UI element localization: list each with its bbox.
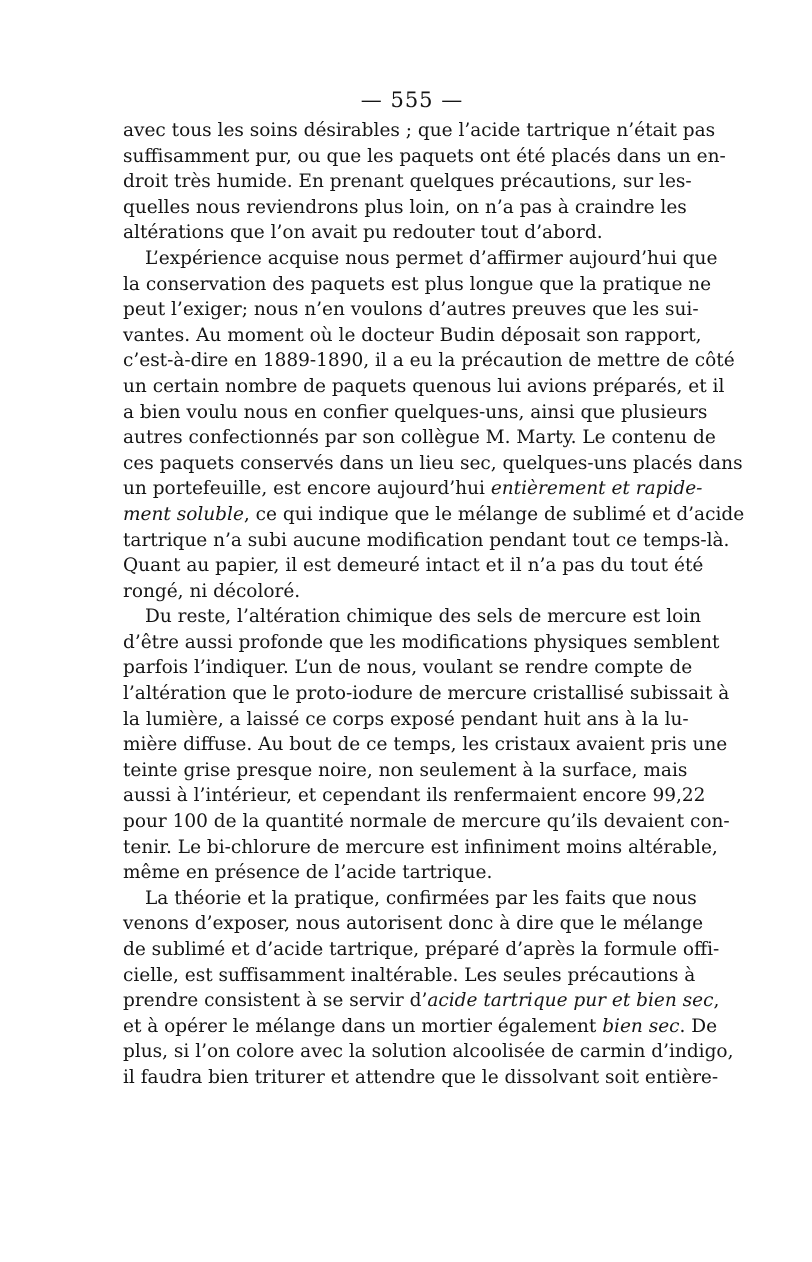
text-line — [123, 374, 725, 400]
text-line — [123, 400, 708, 426]
text-run: quelles nous reviendrons plus loin, on n’a pas à craindre les — [123, 196, 687, 218]
text-run: la conservation des paquets est plus longue que la pratique ne — [123, 273, 712, 295]
text-run: a bien voulu nous en confier quelques-uns, ainsi que plusieurs — [123, 401, 708, 423]
text-line — [123, 707, 689, 733]
text-run: , ce qui indique que le mélange de sublimé et d’acide — [243, 503, 745, 525]
text-line — [123, 144, 726, 170]
text-run: tartrique n’a subi aucune modification pendant tout ce temps-là. — [123, 529, 730, 551]
text-run: tenir. Le bi-chlorure de mercure est infiniment moins altérable, — [123, 836, 718, 858]
text-line — [123, 655, 693, 681]
text-run: altérations que l’on avait pu redouter tout d’abord. — [123, 222, 603, 244]
text-run: et à opérer le mélange dans un mortier également — [123, 1015, 603, 1037]
text-line — [123, 1065, 719, 1091]
text-run: de sublimé et d’acide tartrique, préparé d’après la formule offi- — [123, 939, 720, 960]
text-line — [123, 732, 728, 758]
text-run: L’expérience acquise nous permet d’affirmer aujourd’hui que — [145, 247, 718, 269]
text-run: c’est-à-dire en 1889-1890, il a eu la précaution de mettre de côté — [123, 350, 735, 372]
text-line — [123, 246, 718, 272]
text-run: autres confectionnés par son collègue M. Marty. Le contenu de — [123, 427, 716, 449]
text-run: suffisamment pur, ou que les paquets ont été placés dans un en- — [123, 145, 726, 167]
text-line — [123, 220, 676, 246]
text-line — [123, 502, 745, 528]
text-line — [123, 297, 699, 323]
text-line — [123, 1014, 718, 1040]
text-run: , — [713, 990, 720, 1012]
text-line — [123, 911, 704, 937]
text-line — [123, 118, 716, 144]
italic-text: acide tartrique pur et bien sec — [427, 990, 714, 1012]
text-run: il faudra bien triturer et attendre que le dissolvant soit entière- — [123, 1066, 719, 1088]
text-run: mière diffuse. Au bout de ce temps, les cristaux avaient pris une — [123, 734, 728, 756]
text-run: plus, si l’on colore avec la solution alcoolisée de carmin d’indigo, — [123, 1041, 734, 1063]
body-text — [123, 118, 745, 1091]
text-run: . De — [679, 1015, 718, 1037]
text-line — [123, 630, 720, 656]
text-run: peut l’exiger; nous n’en voulons d’autres preuves que les sui- — [123, 299, 699, 321]
text-run: un portefeuille, est encore aujourd’hui — [123, 478, 491, 500]
text-run: un certain nombre de paquets quenous lui avions préparés, et il — [123, 375, 725, 397]
text-run: Du reste, l’altération chimique des sels de mercure est loin — [145, 606, 702, 628]
text-line — [123, 758, 688, 784]
text-line — [123, 835, 718, 861]
text-run: vantes. Au moment où le docteur Budin déposait son rapport, — [123, 324, 702, 346]
text-line — [123, 323, 702, 349]
text-line — [123, 348, 735, 374]
italic-text: ment soluble — [123, 503, 244, 525]
text-line — [123, 809, 730, 835]
text-run: parfois l’indiquer. L’un de nous, voulant se rendre compte de — [123, 657, 693, 679]
text-run: cielle, est suffisamment inaltérable. Les seules précautions à — [123, 964, 696, 986]
text-line — [123, 988, 720, 1014]
text-line — [123, 272, 712, 298]
text-line — [123, 681, 730, 707]
text-run: la lumière, a laissé ce corps exposé pendant huit ans à la lu- — [123, 708, 689, 730]
text-run: prendre consistent à se servir d’ — [123, 990, 428, 1012]
text-line — [123, 476, 703, 502]
text-run: venons d’exposer, nous autorisent donc à dire que le mélange — [123, 913, 704, 935]
text-line — [123, 1039, 734, 1065]
text-line — [123, 451, 743, 477]
text-run: droit très humide. En prenant quelques précautions, sur les- — [123, 171, 692, 193]
text-line — [123, 860, 676, 886]
text-run: rongé, ni décoloré. — [123, 580, 301, 602]
text-line — [123, 579, 676, 605]
italic-text: entièrement et rapide- — [490, 478, 703, 500]
text-run: même en présence de l’acide tartrique. — [123, 862, 493, 884]
text-run: d’être aussi profonde que les modifications physiques semblent — [123, 631, 720, 653]
text-line — [123, 963, 696, 989]
text-line — [123, 886, 697, 912]
text-line — [123, 937, 720, 963]
text-line — [123, 528, 730, 554]
italic-text: bien sec — [602, 1015, 680, 1037]
text-run: teinte grise presque noire, non seulement à la surface, mais — [123, 759, 688, 781]
text-line — [123, 425, 716, 451]
text-line — [123, 553, 704, 579]
text-run: Quant au papier, il est demeuré intact et il n’a pas du tout été — [123, 555, 704, 577]
text-run: La théorie et la pratique, confirmées par les faits que nous — [145, 887, 697, 909]
text-run: aussi à l’intérieur, et cependant ils renfermaient encore 99,22 — [123, 785, 706, 807]
page-number: — 555 — — [360, 88, 464, 112]
text-run: pour 100 de la quantité normale de mercure qu’ils devaient con- — [123, 811, 730, 833]
text-line — [123, 169, 692, 195]
text-run: avec tous les soins désirables ; que l’acide tartrique n’était pas — [123, 120, 716, 141]
text-line — [123, 195, 687, 221]
text-line — [123, 604, 702, 630]
text-run: l’altération que le proto-iodure de mercure cristallisé subissait à — [123, 683, 730, 705]
text-line — [123, 783, 706, 809]
text-run: ces paquets conservés dans un lieu sec, quelques-uns placés dans — [123, 452, 743, 474]
